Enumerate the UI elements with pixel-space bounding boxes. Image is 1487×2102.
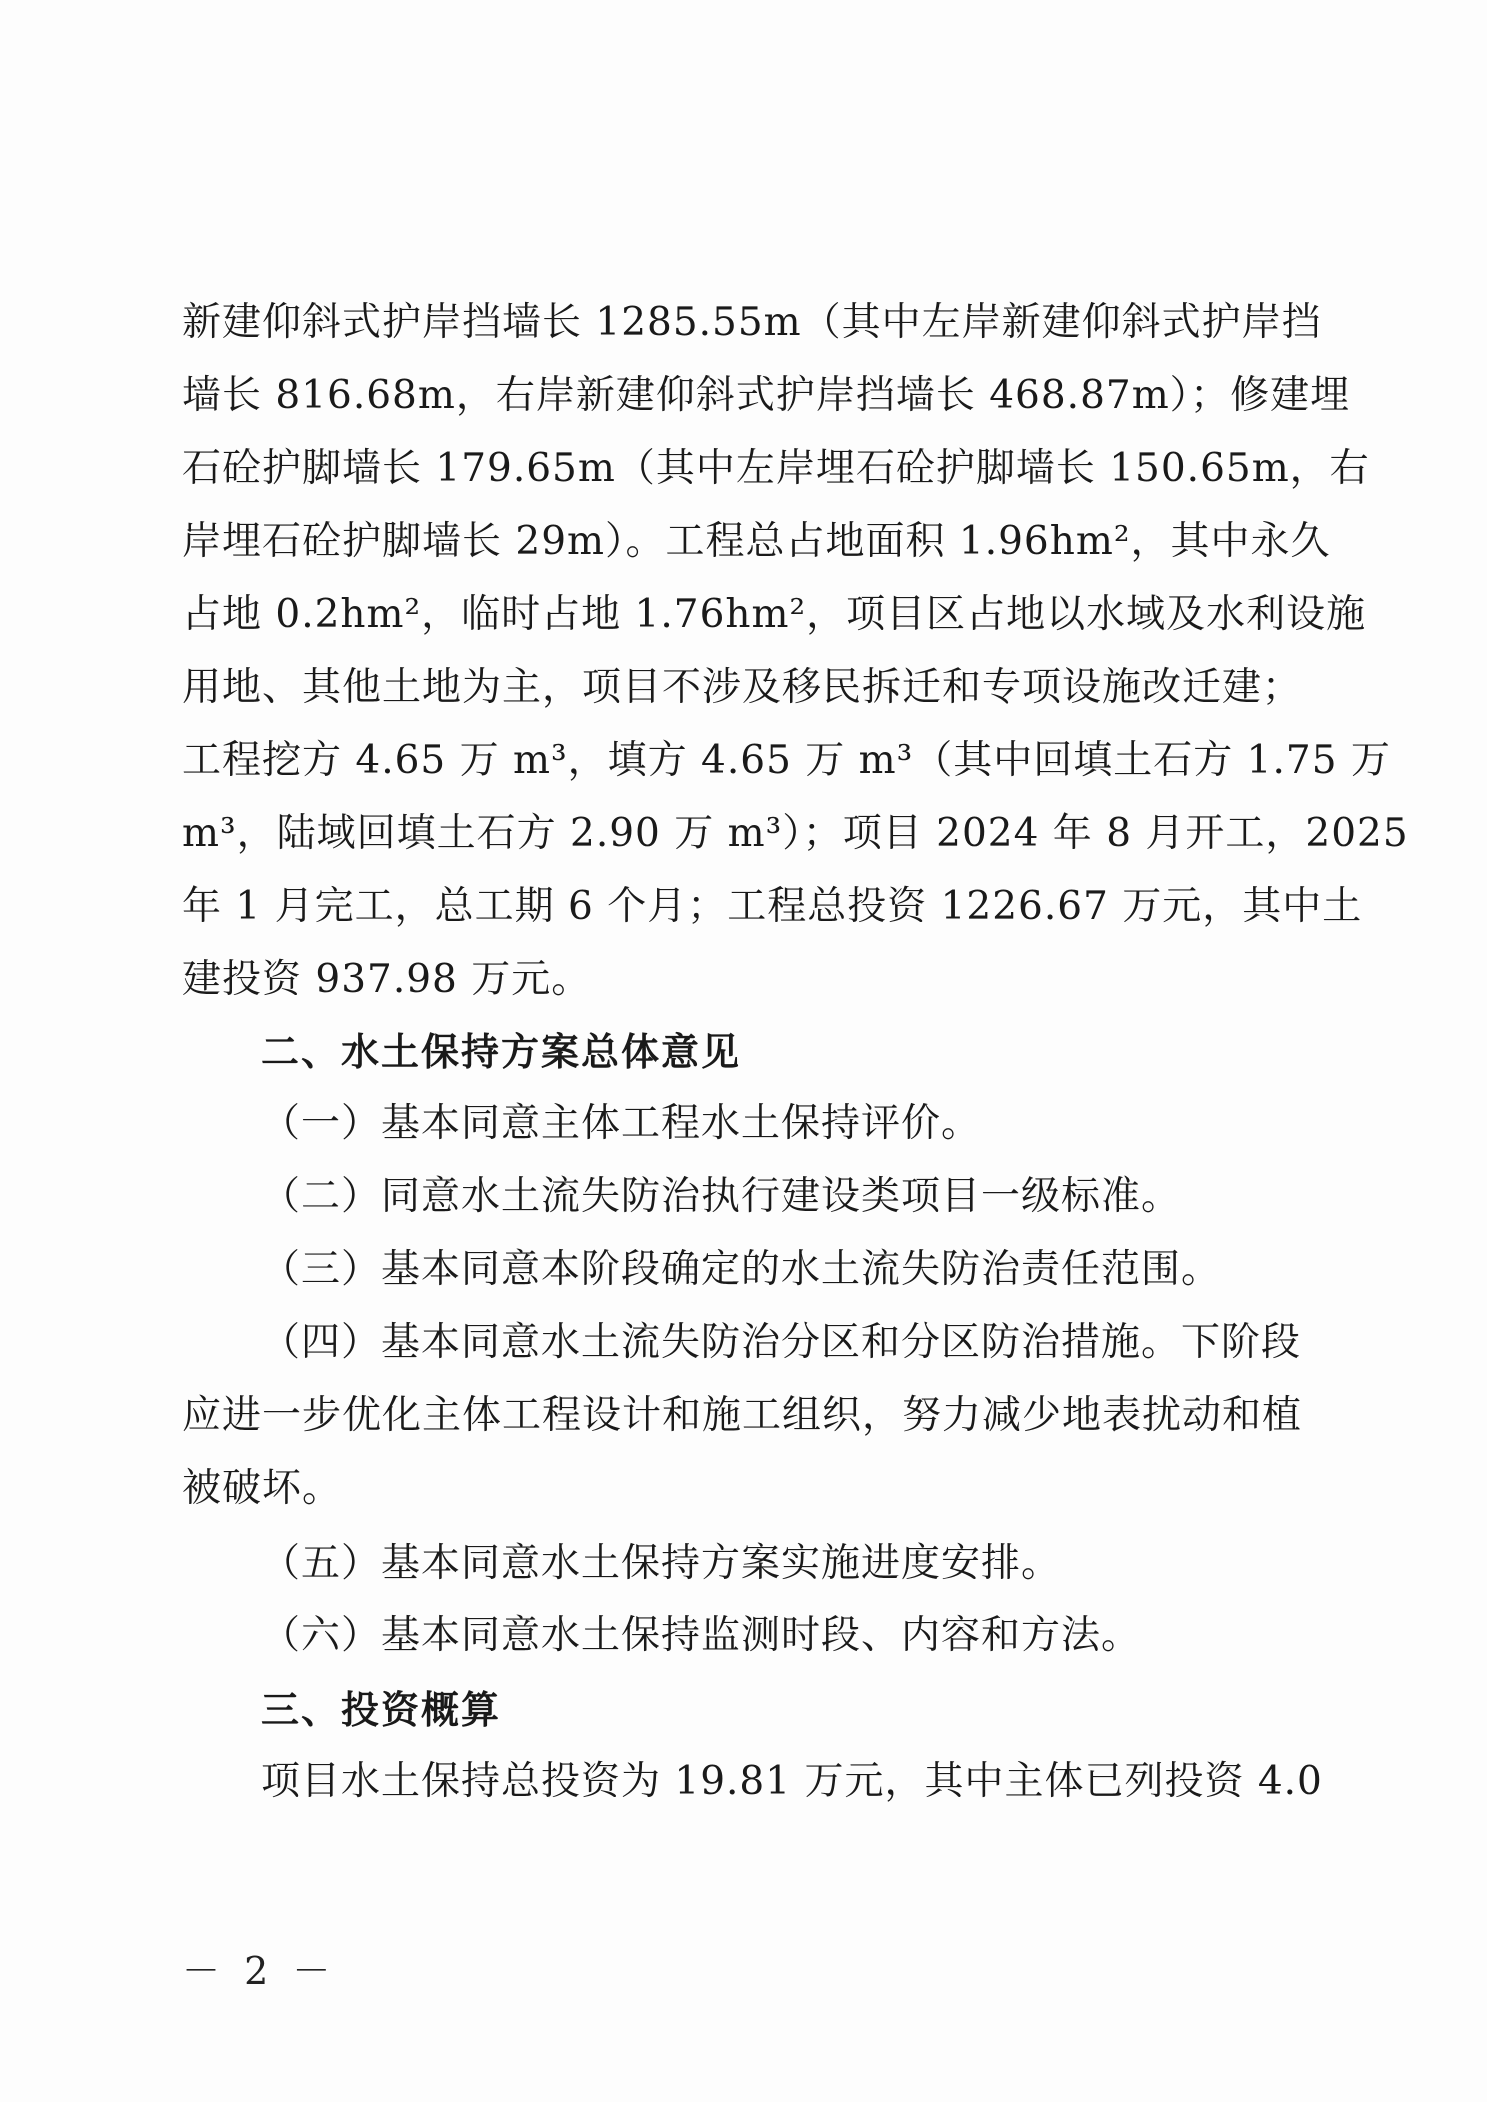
paragraph-line: 石砼护脚墙长 179.65m（其中左岸埋石砼护脚墙长 150.65m，右 (182, 446, 1370, 491)
section-2-heading: 二、水土保持方案总体意见 (261, 1030, 742, 1074)
section-3-heading: 三、投资概算 (261, 1688, 502, 1732)
paragraph-line: 岸埋石砼护脚墙长 29m）。工程总占地面积 1.96hm²，其中永久 (182, 519, 1331, 564)
opinion-item-4 (182, 1306, 1303, 1525)
opinion-item-6: （六）基本同意水土保持监测时段、内容和方法。 (261, 1613, 1142, 1658)
project-description-paragraph (182, 286, 1409, 1016)
paragraph-line: 新建仰斜式护岸挡墙长 1285.55m（其中左岸新建仰斜式护岸挡 (182, 300, 1322, 345)
paragraph-line: m³，陆域回填土石方 2.90 万 m³）；项目 2024 年 8 月开工，2025 (182, 811, 1409, 856)
paragraph-line: 占地 0.2hm²，临时占地 1.76hm²，项目区占地以水域及水利设施 (182, 592, 1367, 637)
paragraph-line: 墙长 816.68m，右岸新建仰斜式护岸挡墙长 468.87m）；修建埋 (182, 373, 1351, 418)
paragraph-line: 建投资 937.98 万元。 (182, 957, 592, 1002)
paragraph-line: 年 1 月完工，总工期 6 个月；工程总投资 1226.67 万元，其中土 (182, 884, 1363, 929)
opinion-item-2: （二）同意水土流失防治执行建设类项目一级标准。 (261, 1174, 1182, 1219)
paragraph-line: 工程挖方 4.65 万 m³，填方 4.65 万 m³（其中回填土石方 1.75 万 (182, 738, 1391, 783)
opinion-item-5: （五）基本同意水土保持方案实施进度安排。 (261, 1541, 1062, 1586)
paragraph-line: （四）基本同意水土流失防治分区和分区防治措施。下阶段 (261, 1320, 1302, 1365)
page-number: － 2 － (182, 1949, 337, 1993)
opinion-item-1: （一）基本同意主体工程水土保持评价。 (261, 1101, 982, 1146)
paragraph-line: 用地、其他土地为主，项目不涉及移民拆迁和专项设施改迁建； (182, 665, 1303, 710)
opinion-item-3: （三）基本同意本阶段确定的水土流失防治责任范围。 (261, 1247, 1222, 1292)
investment-line: 项目水土保持总投资为 19.81 万元，其中主体已列投资 4.0 (261, 1759, 1323, 1804)
paragraph-line: 应进一步优化主体工程设计和施工组织，努力减少地表扰动和植 (182, 1393, 1303, 1438)
paragraph-line: 被破坏。 (182, 1466, 343, 1511)
